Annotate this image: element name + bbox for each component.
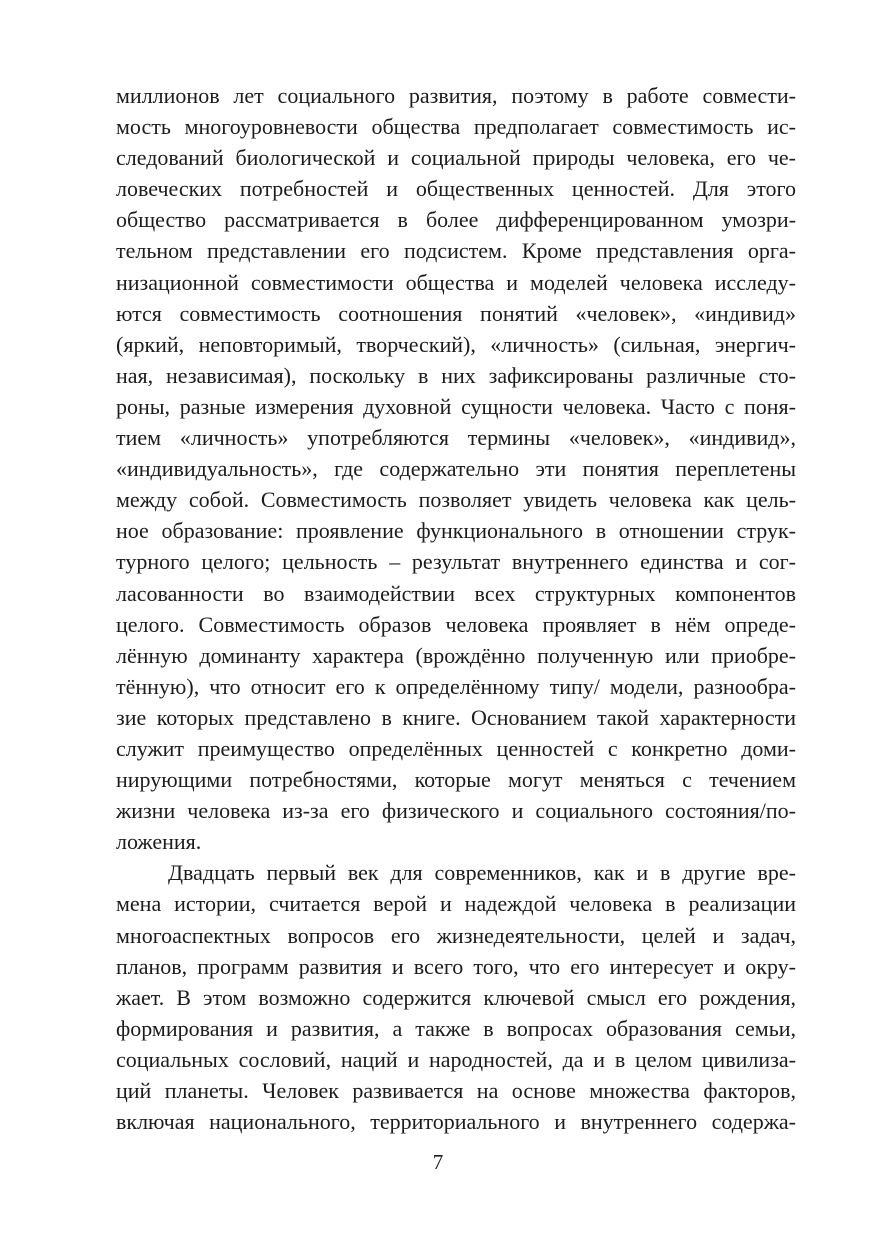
text-line: тием «личность» употребляются термины «человек», «индивид», (116, 425, 796, 451)
text-line: ное образование: проявление функционального в отношении струк- (116, 518, 796, 544)
text-line: роны, разные измерения духовной сущности человека. Часто с поня- (116, 393, 796, 419)
text-line: ная, независимая), поскольку в них зафиксированы различные сто- (116, 362, 796, 388)
text-line: формирования и развития, а также в вопросах образования семьи, (116, 1015, 796, 1041)
text-line: планов, программ развития и всего того, что его интересует и окру- (116, 953, 796, 979)
text-line: Двадцать первый век для современников, как и в другие вре- (168, 860, 796, 886)
text-line: целого. Совместимость образов человека проявляет в нём опреде- (116, 611, 796, 637)
text-line: ловеческих потребностей и общественных ценностей. Для этого (116, 176, 796, 202)
text-line: мена истории, считается верой и надеждой человека в реализации (116, 891, 796, 917)
text-line: социальных сословий, наций и народностей, да и в целом цивилиза- (116, 1046, 796, 1072)
text-line: между собой. Совместимость позволяет увидеть человека как цель- (116, 487, 796, 513)
text-line: служит преимущество определённых ценностей с конкретно доми- (116, 735, 796, 761)
paragraph-2 (116, 857, 796, 1137)
text-line: ций планеты. Человек развивается на основе множества факторов, (116, 1078, 796, 1103)
text-line: жает. В этом возможно содержится ключевой смысл его рождения, (116, 984, 796, 1010)
text-line: общество рассматривается в более дифференцированном умозри- (116, 207, 796, 233)
text-line: «индивидуальность», где содержательно эти понятия переплетены (116, 456, 796, 482)
body-text (116, 80, 796, 1137)
text-line: мость многоуровневости общества предполагает совместимость ис- (116, 114, 796, 140)
text-line: (яркий, неповторимый, творческий), «личность» (сильная, энергич- (116, 331, 796, 357)
text-line: ложения. (116, 829, 202, 855)
page-number: 7 (432, 1150, 444, 1174)
text-line: низационной совместимости общества и моделей человека исследу- (116, 269, 796, 295)
text-line: следований биологической и социальной природы человека, его че- (116, 145, 796, 171)
text-line: тельном представлении его подсистем. Кроме представления орга- (116, 238, 796, 264)
text-line: турного целого; цельность – результат внутреннего единства и сог- (116, 549, 796, 575)
text-line: жизни человека из-за его физического и социального состояния/по- (116, 798, 796, 824)
text-line: многоаспектных вопросов его жизнедеятельности, целей и задач, (116, 922, 796, 948)
text-line: лённую доминанту характера (врождённо полученную или приобре- (116, 642, 796, 668)
text-line: ласованности во взаимодействии всех структурных компонентов (116, 580, 796, 606)
text-line: ются совместимость соотношения понятий «человек», «индивид» (116, 300, 796, 326)
text-line: нирующими потребностями, которые могут меняться с течением (116, 767, 796, 793)
text-line: включая национального, территориального и внутреннего содержа- (116, 1109, 796, 1135)
paragraph-1 (116, 80, 796, 857)
text-line: тённую), что относит его к определённому типу/ модели, разнообра- (116, 673, 796, 699)
text-line: миллионов лет социального развития, поэтому в работе совмести- (116, 83, 796, 108)
text-line: зие которых представлено в книге. Основанием такой характерности (116, 704, 796, 730)
